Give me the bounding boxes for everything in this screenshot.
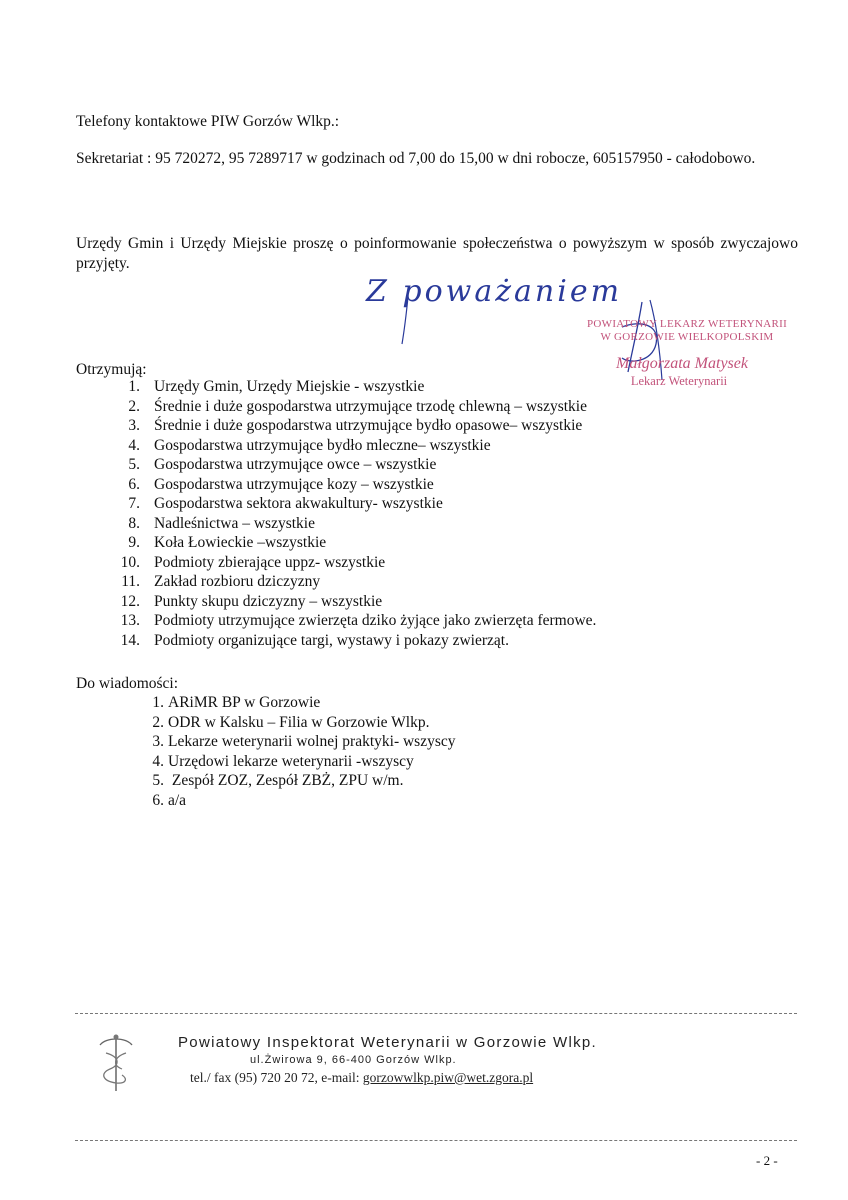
list-item-number: 10.: [120, 553, 140, 571]
list-item-number: 13.: [120, 612, 140, 629]
list-item-number: 12.: [120, 592, 140, 610]
list-item: [112, 631, 596, 651]
list-item-text: Podmioty utrzymujące zwierzęta dziko żyjące jako zwierzęta fermowe.: [154, 612, 597, 629]
list-item: [112, 436, 596, 456]
footer-bottom-divider: [75, 1140, 797, 1141]
list-item: [112, 377, 596, 397]
list-item: [112, 416, 596, 436]
cc-list: [140, 693, 456, 810]
list-item-text: Urzędy Gmin, Urzędy Miejskie - wszystkie: [154, 378, 425, 395]
footer-contact: [190, 1070, 533, 1086]
list-item: [140, 713, 456, 733]
recipients-heading: Otrzymują:: [76, 361, 147, 378]
list-item-text: Urzędowi lekarze weterynarii -wszyscy: [168, 752, 414, 770]
footer-phone: tel./ fax (95) 720 20 72, e-mail:: [190, 1070, 363, 1085]
list-item: [140, 752, 456, 772]
list-item: [112, 553, 596, 573]
caduceus-logo-icon: [92, 1031, 140, 1095]
handwritten-signature: Z poważaniem: [366, 274, 623, 309]
list-item: [112, 592, 596, 612]
list-item: [112, 494, 596, 514]
list-item: [140, 693, 456, 713]
list-item-text: Gospodarstwa utrzymujące owce – wszystkie: [154, 456, 437, 473]
list-item-text: Gospodarstwa sektora akwakultury- wszystkie: [154, 495, 443, 512]
list-item: [112, 397, 596, 417]
list-item-text: Koła Łowieckie –wszystkie: [154, 534, 327, 551]
list-item-text: Zespół ZOZ, Zespół ZBŻ, ZPU w/m.: [168, 772, 404, 789]
stamp-line-1: POWIATOWY LEKARZ WETERYNARII: [586, 318, 788, 330]
list-item-text: Podmioty zbierające uppz- wszystkie: [154, 553, 386, 571]
list-item-number: 5.: [152, 772, 164, 789]
list-item: [140, 771, 456, 791]
list-item-number: 7.: [128, 495, 140, 512]
list-item-number: 6.: [152, 791, 164, 809]
list-item-text: Punkty skupu dziczyzny – wszystkie: [154, 592, 383, 610]
list-item-text: Gospodarstwa utrzymujące kozy – wszystkie: [154, 475, 434, 493]
stamp-line-2: W GORZOWIE WIELKOPOLSKIM: [600, 331, 774, 343]
footer-institution-title: Powiatowy Inspektorat Weterynarii w Gorzowie Wlkp.: [178, 1034, 598, 1051]
list-item-text: Średnie i duże gospodarstwa utrzymujące trzodę chlewną – wszystkie: [154, 397, 587, 415]
list-item: [112, 611, 596, 631]
list-item-number: 6.: [128, 475, 140, 493]
list-item: [140, 791, 456, 811]
list-item-number: 11.: [121, 573, 140, 590]
list-item: [112, 475, 596, 495]
cc-heading: Do wiadomości:: [76, 675, 179, 692]
list-item-number: 3.: [128, 417, 140, 434]
recipients-list: [112, 377, 596, 650]
list-item-number: 9.: [128, 534, 140, 551]
list-item-text: ARiMR BP w Gorzowie: [168, 694, 321, 711]
list-item-number: 1.: [152, 694, 164, 711]
list-item-text: Gospodarstwa utrzymujące bydło mleczne– wszystkie: [154, 436, 491, 454]
page-number: - 2 -: [756, 1153, 778, 1168]
footer-address: ul.Żwirowa 9, 66-400 Gorzów Wlkp.: [250, 1054, 457, 1066]
list-item-number: 1.: [128, 378, 140, 395]
list-item-number: 2.: [152, 713, 164, 731]
list-item-number: 4.: [152, 752, 164, 770]
request-paragraph: Urzędy Gmin i Urzędy Miejskie proszę o poinformowanie społeczeństwa o powyższym w sposób zwyczajowo przyjęty.: [76, 235, 798, 272]
list-item-number: 5.: [128, 456, 140, 473]
contact-heading: Telefony kontaktowe PIW Gorzów Wlkp.:: [76, 113, 340, 130]
list-item-text: Lekarze weterynarii wolnej praktyki- wszyscy: [168, 733, 456, 750]
list-item-number: 4.: [128, 436, 140, 454]
list-item-text: Zakład rozbioru dziczyzny: [154, 573, 321, 590]
list-item: [140, 732, 456, 752]
stamp-name: Małgorzata Matysek: [616, 355, 748, 372]
list-item-text: Średnie i duże gospodarstwa utrzymujące bydło opasowe– wszystkie: [154, 417, 583, 434]
stamp-role: Lekarz Weterynarii: [630, 374, 728, 388]
list-item: [112, 572, 596, 592]
list-item-text: Nadleśnictwa – wszystkie: [154, 514, 315, 532]
footer-email-link[interactable]: gorzowwlkp.piw@wet.zgora.pl: [362, 1070, 534, 1085]
list-item-number: 2.: [128, 397, 140, 415]
list-item-number: 8.: [128, 514, 140, 532]
list-item-text: ODR w Kalsku – Filia w Gorzowie Wlkp.: [168, 713, 430, 731]
list-item: [112, 533, 596, 553]
list-item-number: 14.: [120, 631, 140, 649]
list-item: [112, 455, 596, 475]
list-item-text: Podmioty organizujące targi, wystawy i pokazy zwierząt.: [154, 631, 509, 649]
secretariat-text: Sekretariat : 95 720272, 95 7289717 w godzinach od 7,00 do 15,00 w dni robocze, 605157950 - całodobowo.: [76, 150, 756, 167]
list-item: [112, 514, 596, 534]
footer-top-divider: [75, 1013, 797, 1014]
list-item-number: 3.: [152, 733, 164, 750]
list-item-text: a/a: [168, 791, 187, 809]
